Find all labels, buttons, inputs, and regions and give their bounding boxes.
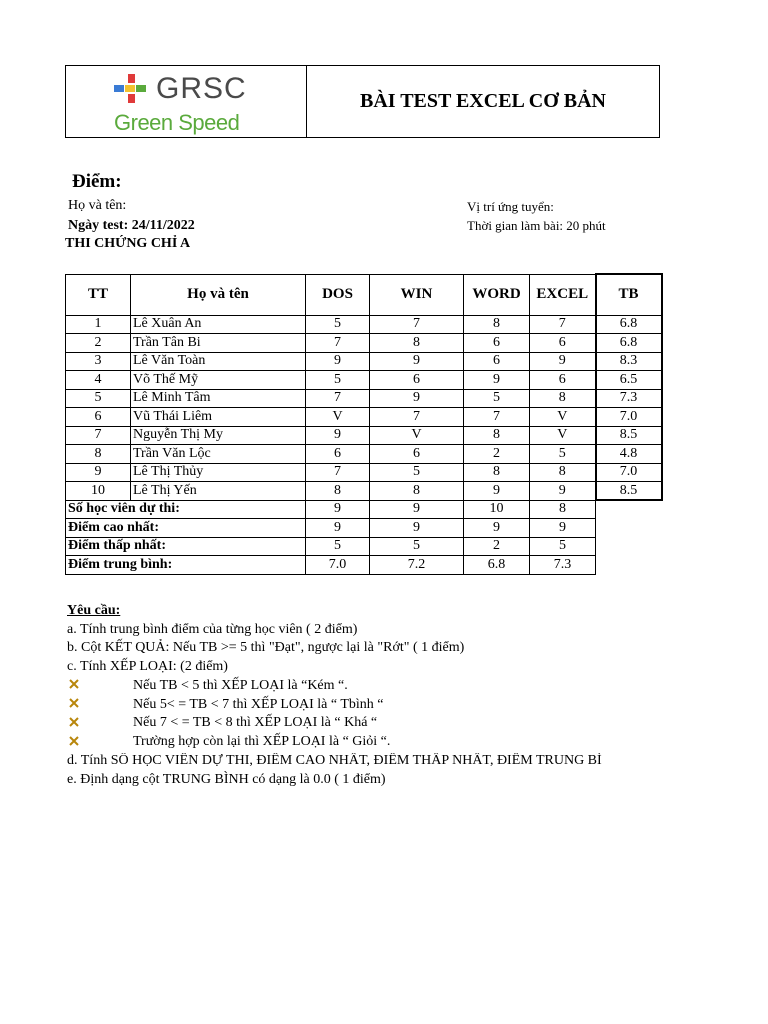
summary-row (66, 500, 662, 519)
summary-row (66, 537, 662, 556)
cell-word: 8 (464, 426, 530, 445)
requirement-c4: Trường hợp còn lại thì XẾP LOẠI là “ Giỏi “. (133, 734, 391, 749)
cell-win: 9 (370, 352, 464, 371)
cell-word: 9 (464, 482, 530, 501)
summary-value: 7.0 (306, 556, 370, 575)
cell-tb: 8.5 (596, 482, 662, 501)
cell-word: 7 (464, 408, 530, 427)
col-header-tb: TB (596, 274, 662, 315)
cell-name: Lê Thị Yến (131, 482, 306, 501)
green-speed-logo (114, 72, 247, 135)
score-table (65, 273, 663, 575)
col-header-word: WORD (464, 274, 530, 315)
col-header-win: WIN (370, 274, 464, 315)
cell-excel: V (530, 426, 596, 445)
col-header-excel: EXCEL (530, 274, 596, 315)
cell-tt: 8 (66, 445, 131, 464)
cell-tt: 3 (66, 352, 131, 371)
cell-excel: 9 (530, 482, 596, 501)
summary-value: 5 (530, 537, 596, 556)
cell-name: Trần Tân Bi (131, 334, 306, 353)
summary-label: Điểm thấp nhất: (66, 537, 306, 556)
cell-name: Lê Minh Tâm (131, 389, 306, 408)
logo-name: Green Speed (114, 110, 240, 135)
cell-excel: 9 (530, 352, 596, 371)
summary-value: 9 (370, 519, 464, 538)
table-row (66, 445, 662, 464)
summary-value: 7.3 (530, 556, 596, 575)
cell-dos: 7 (306, 389, 370, 408)
cell-win: V (370, 426, 464, 445)
cell-win: 6 (370, 445, 464, 464)
summary-empty (596, 500, 662, 519)
cell-word: 8 (464, 315, 530, 334)
table-row (66, 352, 662, 371)
summary-row (66, 556, 662, 575)
table-row (66, 426, 662, 445)
cell-word: 6 (464, 352, 530, 371)
cell-dos: 5 (306, 371, 370, 390)
name-label: Họ và tên: (68, 198, 127, 213)
cell-tt: 4 (66, 371, 131, 390)
col-header-dos: DOS (306, 274, 370, 315)
cell-dos: 7 (306, 334, 370, 353)
cell-dos: V (306, 408, 370, 427)
cell-dos: 8 (306, 482, 370, 501)
requirement-e: e. Định dạng cột TRUNG BÌNH có dạng là 0.0 ( 1 điểm) (67, 772, 386, 787)
requirements-heading: Yêu cầu: (67, 603, 121, 618)
bullet-x-icon (69, 736, 79, 746)
cell-tt: 9 (66, 463, 131, 482)
summary-value: 5 (306, 537, 370, 556)
header-box (65, 65, 660, 138)
cell-tb: 6.8 (596, 334, 662, 353)
test-date: Ngày test: 24/11/2022 (68, 218, 195, 233)
cell-tb: 8.3 (596, 352, 662, 371)
cell-tt: 10 (66, 482, 131, 501)
logo-mark-icon (114, 74, 154, 108)
requirement-c1: Nếu TB < 5 thì XẾP LOẠI là “Kém “. (133, 678, 348, 693)
cell-win: 8 (370, 482, 464, 501)
cell-name: Lê Văn Toàn (131, 352, 306, 371)
cell-win: 9 (370, 389, 464, 408)
time-label: Thời gian làm bài: 20 phút (467, 218, 606, 233)
cell-excel: 6 (530, 334, 596, 353)
cell-word: 6 (464, 334, 530, 353)
table-header-row (66, 274, 662, 315)
summary-value: 2 (464, 537, 530, 556)
page-title: BÀI TEST EXCEL CƠ BẢN (359, 90, 606, 112)
table-row (66, 463, 662, 482)
cell-tt: 2 (66, 334, 131, 353)
cell-tt: 7 (66, 426, 131, 445)
table-row (66, 334, 662, 353)
bullet-x-icon (69, 698, 79, 708)
summary-value: 5 (370, 537, 464, 556)
cell-name: Võ Thế Mỹ (131, 371, 306, 390)
cell-word: 2 (464, 445, 530, 464)
cell-tb: 4.8 (596, 445, 662, 464)
requirement-d: d. Tính SỐ HỌC VIÊN DỰ THI, ĐIỂM CAO NHẤT, ĐIỂM THẤP NHẤT, ĐIỂM TRUNG BÌ (67, 753, 602, 768)
summary-value: 9 (306, 519, 370, 538)
cell-win: 7 (370, 315, 464, 334)
cell-win: 7 (370, 408, 464, 427)
cell-excel: 7 (530, 315, 596, 334)
cell-tb: 6.5 (596, 371, 662, 390)
cell-excel: 5 (530, 445, 596, 464)
summary-value: 9 (530, 519, 596, 538)
summary-value: 9 (370, 500, 464, 519)
cell-excel: 8 (530, 389, 596, 408)
cell-name: Nguyễn Thị My (131, 426, 306, 445)
cell-win: 6 (370, 371, 464, 390)
summary-label: Điểm trung bình: (66, 556, 306, 575)
cell-tt: 1 (66, 315, 131, 334)
requirement-b: b. Cột KẾT QUẢ: Nếu TB >= 5 thì "Đạt", ngược lại là "Rớt" ( 1 điểm) (67, 640, 465, 655)
logo-brand: GRSC (156, 72, 247, 105)
cell-tb: 7.3 (596, 389, 662, 408)
summary-empty (596, 556, 662, 575)
table-row (66, 371, 662, 390)
summary-value: 9 (464, 519, 530, 538)
cell-dos: 9 (306, 426, 370, 445)
cell-word: 9 (464, 371, 530, 390)
bullet-x-icon (69, 717, 79, 727)
summary-value: 8 (530, 500, 596, 519)
cell-excel: 8 (530, 463, 596, 482)
cell-word: 8 (464, 463, 530, 482)
table-row (66, 389, 662, 408)
cell-name: Lê Thị Thủy (131, 463, 306, 482)
summary-empty (596, 519, 662, 538)
table-row (66, 482, 662, 501)
cell-tb: 8.5 (596, 426, 662, 445)
cell-name: Lê Xuân An (131, 315, 306, 334)
cell-tt: 5 (66, 389, 131, 408)
summary-label: Điểm cao nhất: (66, 519, 306, 538)
cell-name: Trần Văn Lộc (131, 445, 306, 464)
col-header-name: Họ và tên (131, 274, 306, 315)
cell-win: 5 (370, 463, 464, 482)
cell-tb: 7.0 (596, 463, 662, 482)
score-label: Điểm: (72, 171, 122, 192)
exam-name: THI CHỨNG CHỈ A (65, 236, 191, 251)
summary-empty (596, 537, 662, 556)
cell-tb: 7.0 (596, 408, 662, 427)
requirement-c2: Nếu 5< = TB < 7 thì XẾP LOẠI là “ Tbình “ (133, 697, 384, 712)
summary-value: 6.8 (464, 556, 530, 575)
table-row (66, 315, 662, 334)
summary-value: 9 (306, 500, 370, 519)
cell-win: 8 (370, 334, 464, 353)
cell-dos: 9 (306, 352, 370, 371)
requirement-a: a. Tính trung bình điểm của từng học viên ( 2 điểm) (67, 622, 358, 637)
cell-dos: 5 (306, 315, 370, 334)
cell-dos: 7 (306, 463, 370, 482)
cell-name: Vũ Thái Liêm (131, 408, 306, 427)
cell-excel: V (530, 408, 596, 427)
requirement-c: c. Tính XẾP LOẠI: (2 điểm) (67, 659, 228, 674)
summary-label: Số học viên dự thi: (66, 500, 306, 519)
summary-row (66, 519, 662, 538)
bullet-x-icon (69, 679, 79, 689)
cell-tt: 6 (66, 408, 131, 427)
cell-dos: 6 (306, 445, 370, 464)
cell-word: 5 (464, 389, 530, 408)
requirement-c3: Nếu 7 < = TB < 8 thì XẾP LOẠI là “ Khá “ (133, 715, 378, 730)
cell-excel: 6 (530, 371, 596, 390)
col-header-tt: TT (66, 274, 131, 315)
table-row (66, 408, 662, 427)
position-label: Vị trí ứng tuyển: (467, 199, 554, 214)
summary-value: 7.2 (370, 556, 464, 575)
summary-value: 10 (464, 500, 530, 519)
cell-tb: 6.8 (596, 315, 662, 334)
